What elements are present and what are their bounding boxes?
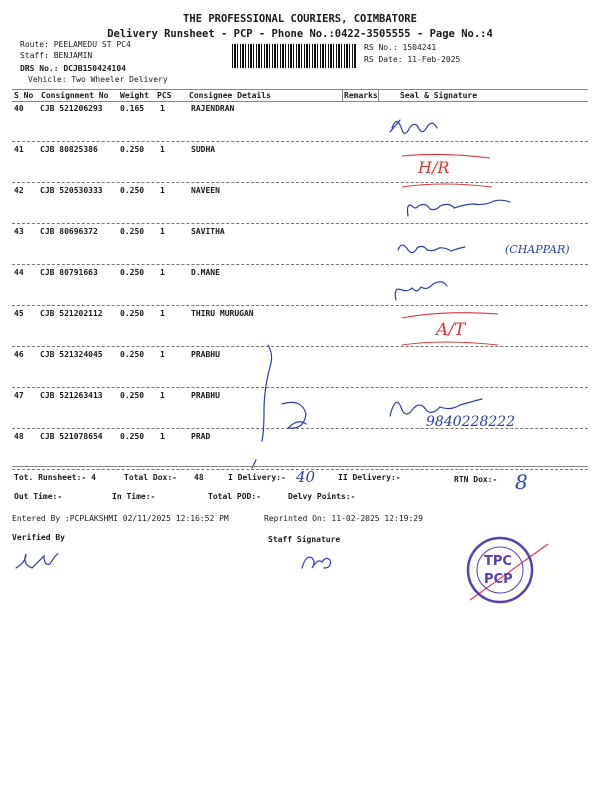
vehicle-label: Vehicle: Two Wheeler Delivery [28, 75, 168, 84]
cell-pcs: 1 [160, 268, 165, 277]
col-header-sno: S No [14, 91, 34, 100]
signature-row47-mark [282, 402, 306, 428]
signature-row40 [390, 120, 437, 133]
cell-consignee: D.MANE [191, 268, 220, 277]
cell-sno: 43 [14, 227, 24, 236]
cell-pcs: 1 [160, 145, 165, 154]
cell-consignee: PRABHU [191, 391, 220, 400]
handwritten-at: A/T [436, 320, 466, 340]
reprinted-on: Reprinted On: 11-02-2025 12:19:29 [264, 514, 423, 523]
col-header-seal: Seal & Signature [400, 91, 478, 100]
ii-delivery-label: II Delivery:- [338, 473, 401, 482]
cell-consignment-no: CJB 520530333 [40, 186, 103, 195]
staff-label: Staff: BENJAMIN [20, 51, 93, 60]
cell-consignee: SUDHA [191, 145, 216, 154]
cell-pcs: 1 [160, 391, 165, 400]
i-delivery-label: I Delivery:- [228, 473, 286, 482]
cell-consignee: SAVITHA [191, 227, 225, 236]
cell-pcs: 1 [160, 227, 165, 236]
rtn-dox-label: RTN Dox:- [454, 475, 498, 484]
cell-consignee: THIRU MURUGAN [191, 309, 254, 318]
total-pod-label: Total POD:- [208, 492, 261, 501]
staff-signature [302, 557, 330, 568]
cell-consignment-no: CJB 521324045 [40, 350, 103, 359]
cell-consignee: PRABHU [191, 350, 220, 359]
cell-pcs: 1 [160, 186, 165, 195]
cell-sno: 40 [14, 104, 24, 113]
cell-weight: 0.250 [120, 309, 145, 318]
signature-row44 [395, 282, 447, 300]
handwritten-phone: 9840228222 [426, 414, 516, 430]
cell-sno: 48 [14, 432, 24, 441]
cell-weight: 0.250 [120, 145, 145, 154]
col-header-weight: Weight [120, 91, 149, 100]
signature-row43 [398, 245, 465, 253]
cell-weight: 0.250 [120, 350, 145, 359]
company-title: THE PROFESSIONAL COURIERS, COIMBATORE [183, 13, 417, 25]
cell-weight: 0.250 [120, 227, 145, 236]
col-header-consignment: Consignment No [41, 91, 109, 100]
col-header-consignee: Consignee Details [189, 91, 271, 100]
tot-runsheet: Tot. Runsheet:- 4 [14, 473, 96, 482]
cell-sno: 46 [14, 350, 24, 359]
cell-sno: 47 [14, 391, 24, 400]
cell-consignment-no: CJB 521263413 [40, 391, 103, 400]
rs-number: RS No.: 1504241 [364, 43, 437, 52]
signature-row42 [408, 200, 511, 216]
cell-consignment-no: CJB 80791663 [40, 268, 98, 277]
cell-consignee: PRAD [191, 432, 211, 441]
handwritten-hr: H/R [418, 158, 450, 177]
cell-consignment-no: CJB 521078654 [40, 432, 103, 441]
cell-consignment-no: CJB 80825386 [40, 145, 98, 154]
stamp-text-pcp: PCP [484, 572, 513, 587]
cell-sno: 41 [14, 145, 24, 154]
cell-weight: 0.250 [120, 268, 145, 277]
total-dox-label: Total Dox:- [124, 473, 177, 482]
cell-weight: 0.250 [120, 391, 145, 400]
cell-pcs: 1 [160, 350, 165, 359]
out-time-label: Out Time:- [14, 492, 63, 501]
cell-consignee: NAVEEN [191, 186, 220, 195]
cell-consignment-no: CJB 80696372 [40, 227, 98, 236]
cell-sno: 42 [14, 186, 24, 195]
route-label: Route: PEELAMEDU ST PC4 [20, 40, 131, 49]
delvy-points-label: Delvy Points:- [288, 492, 356, 501]
cell-pcs: 1 [160, 104, 165, 113]
staff-signature-label: Staff Signature [268, 535, 341, 544]
verified-by-label: Verified By [12, 533, 65, 542]
cell-weight: 0.250 [120, 186, 145, 195]
cell-consignment-no: CJB 521206293 [40, 104, 103, 113]
handwritten-i-delivery-count: 40 [296, 468, 316, 486]
cell-consignment-no: CJB 521202112 [40, 309, 103, 318]
cell-sno: 44 [14, 268, 24, 277]
col-header-pcs: PCS [157, 91, 172, 100]
cell-weight: 0.250 [120, 432, 145, 441]
cell-pcs: 1 [160, 432, 165, 441]
stamp-ring-outer [468, 538, 532, 602]
runsheet-subtitle: Delivery Runsheet - PCP - Phone No.:0422-3505555 - Page No.:4 [107, 28, 493, 40]
cell-weight: 0.165 [120, 104, 145, 113]
cell-consignee: RAJENDRAN [191, 104, 235, 113]
verified-signature [16, 554, 58, 568]
handwritten-chappar-note: (CHAPPAR) [505, 243, 570, 256]
handwritten-rtn-count: 8 [515, 470, 528, 494]
col-header-remarks: Remarks [344, 91, 378, 100]
total-dox-value: 48 [194, 473, 204, 482]
signature-row46-mark [262, 345, 272, 441]
stamp-text-tpc: TPC [484, 554, 512, 569]
in-time-label: In Time:- [112, 492, 156, 501]
cell-pcs: 1 [160, 309, 165, 318]
rs-date: RS Date: 11-Feb-2025 [364, 55, 461, 64]
cell-sno: 45 [14, 309, 24, 318]
footer-top-border [12, 466, 588, 467]
drs-number: DRS No.: DCJB150424104 [20, 64, 126, 73]
entered-by: Entered By :PCPLAKSHMI 02/11/2025 12:16:52 PM [12, 514, 229, 523]
